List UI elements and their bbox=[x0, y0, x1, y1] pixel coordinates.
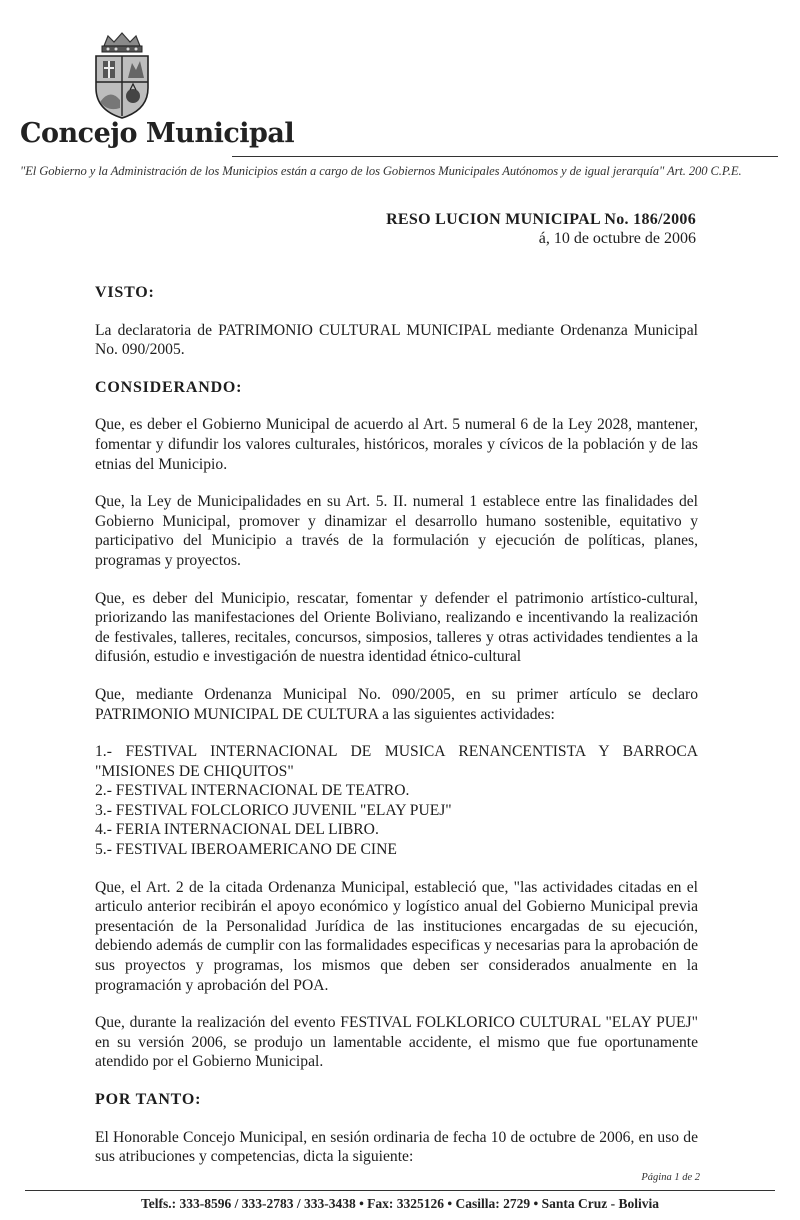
visto-text: La declaratoria de PATRIMONIO CULTURAL MUNICIPAL mediante Ordenanza Municipal No. 090/2005. bbox=[95, 321, 698, 359]
cultural-activities-list bbox=[95, 742, 698, 860]
activity-item: 1.- FESTIVAL INTERNACIONAL DE MUSICA RENANCENTISTA Y BARROCA "MISIONES DE CHIQUITOS" bbox=[95, 743, 698, 780]
page-number: Página 1 de 2 bbox=[641, 1172, 700, 1183]
por-tanto-heading: POR TANTO: bbox=[95, 1091, 202, 1108]
considerando-paragraph: Que, durante la realización del evento FESTIVAL FOLKLORICO CULTURAL "ELAY PUEJ" en su versión 2006, se produjo un lamentable accidente, el mismo que fue oportunamente atendido por el Gobierno Municipal. bbox=[95, 1014, 698, 1071]
header-rule bbox=[232, 156, 778, 157]
considerando-paragraph: Que, es deber del Municipio, rescatar, fomentar y defender el patrimonio artístico-cultural, priorizando las manifestaciones del Oriente Boliviano, realizando e incentivando la realización de festivales, talleres, recitales, concursos, simposios, talleres y otras actividades tendientes a la difusión, estudio e investigación de nuestra identidad étnico-cultural bbox=[95, 589, 698, 666]
footer-rule bbox=[25, 1190, 775, 1191]
activity-item: 5.- FESTIVAL IBEROAMERICANO DE CINE bbox=[95, 841, 397, 859]
activity-item: 3.- FESTIVAL FOLCLORICO JUVENIL "ELAY PUEJ" bbox=[95, 801, 452, 819]
considerando-paragraph: Que, el Art. 2 de la citada Ordenanza Municipal, estableció que, "las actividades citadas en el articulo anterior recibirán el apoyo económico y logístico anual del Gobierno Municipal previa presentación de la Personalidad Jurídica de las instituciones encargadas de su ejecución, debiendo además de cumplir con las formalidades especificas y necesarias para la aprobación de sus proyectos y programas, los mismos que deben ser considerados anualmente en la programación y aprobación del POA. bbox=[95, 878, 698, 994]
municipal-coat-of-arms-icon bbox=[86, 30, 158, 120]
considerando-heading: CONSIDERANDO: bbox=[95, 378, 243, 396]
constitution-motto: "El Gobierno y la Administración de los Municipios están a cargo de los Gobiernos Municipales Autónomos y de igual jerarquía" Art. 200 C.P.E. bbox=[20, 164, 742, 178]
resolution-body bbox=[95, 283, 698, 1185]
activity-item: 2.- FESTIVAL INTERNACIONAL DE TEATRO. bbox=[95, 782, 410, 800]
considerando-paragraph: Que, es deber el Gobierno Municipal de acuerdo al Art. 5 numeral 6 de la Ley 2028, mantener, fomentar y difundir los valores culturales, históricos, morales y cívicos de la población y de las etnias del Municipio. bbox=[95, 416, 698, 473]
por-tanto-text: El Honorable Concejo Municipal, en sesión ordinaria de fecha 10 de octubre de 2006, en uso de sus atribuciones y competencias, dicta la siguiente: bbox=[95, 1128, 698, 1166]
considerando-paragraph: Que, la Ley de Municipalidades en su Art. 5. II. numeral 1 establece entre las finalidades del Gobierno Municipal, promover y dinamizar el desarrollo humano sostenible, equitativo y participativo del Municipio a través de la formulación y ejecución de políticas, planes, programas y proyectos. bbox=[95, 493, 698, 569]
resolution-header bbox=[386, 210, 696, 248]
council-name: Concejo Municipal bbox=[20, 118, 295, 149]
contact-footer: Telfs.: 333-8596 / 333-2783 / 333-3438 • Fax: 3325126 • Casilla: 2729 • Santa Cruz - Bolivia bbox=[140, 1196, 660, 1211]
resolution-date: á, 10 de octubre de 2006 bbox=[538, 230, 696, 247]
visto-heading: VISTO: bbox=[95, 284, 155, 301]
considerando-paragraph: Que, mediante Ordenanza Municipal No. 090/2005, en su primer artículo se declaro PATRIMONIO MUNICIPAL DE CULTURA a las siguientes actividades: bbox=[95, 685, 698, 723]
activity-item: 4.- FERIA INTERNACIONAL DEL LIBRO. bbox=[95, 821, 379, 839]
resolution-title: RESO LUCION MUNICIPAL No. 186/2006 bbox=[386, 211, 696, 228]
